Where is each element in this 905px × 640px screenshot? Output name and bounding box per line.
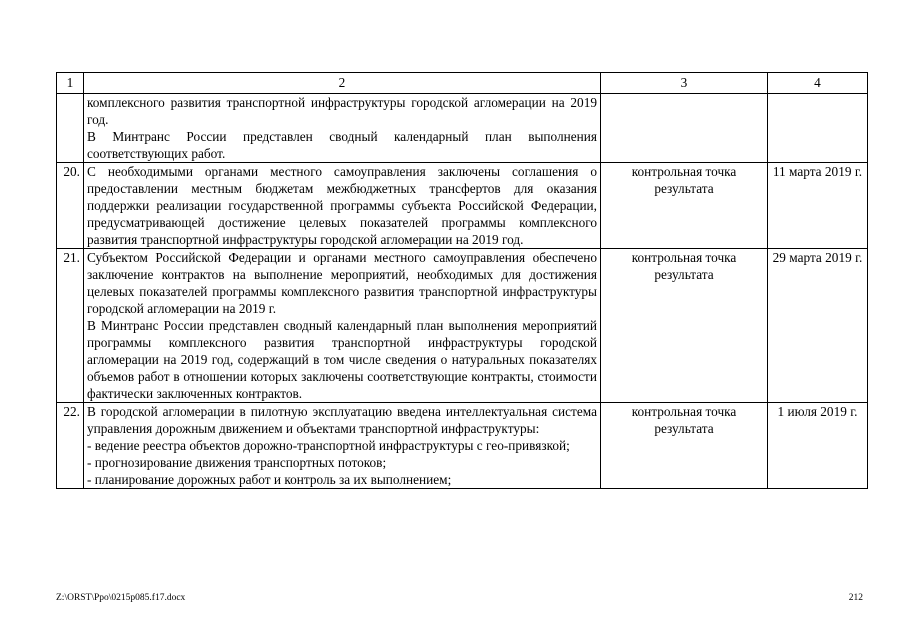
row-date: 29 марта 2019 г. [768, 249, 868, 403]
table-row [57, 403, 868, 489]
table-row [57, 163, 868, 249]
header-col-3: 3 [601, 73, 768, 94]
header-col-4: 4 [768, 73, 868, 94]
row-number: 22. [57, 403, 84, 489]
row-description [84, 403, 601, 489]
plan-table [56, 72, 868, 489]
row-description [84, 249, 601, 403]
row-type [601, 94, 768, 163]
row-paragraph: В Минтранс России представлен сводный календарный план выполнения соответствующих работ. [87, 129, 597, 161]
row-date: 11 марта 2019 г. [768, 163, 868, 249]
row-paragraph: - ведение реестра объектов дорожно-транспортной инфраструктуры с гео-привязкой; [87, 438, 570, 453]
row-paragraph: комплексного развития транспортной инфраструктуры городской агломерации на 2019 год. [87, 95, 597, 127]
page-number: 212 [848, 593, 863, 603]
row-paragraph: Субъектом Российской Федерации и органами местного самоуправления обеспечено заключение контрактов на выполнение мероприятий, необходимых для достижения целевых показателей программы комплексного развития транспортной инфраструктуры городской агломерации на 2019 г. [87, 250, 597, 316]
row-type: контрольная точка результата [601, 403, 768, 489]
table-row [57, 249, 868, 403]
row-date: 1 июля 2019 г. [768, 403, 868, 489]
row-number: 20. [57, 163, 84, 249]
row-number: 21. [57, 249, 84, 403]
row-paragraph: С необходимыми органами местного самоуправления заключены соглашения о предоставлении местным бюджетам межбюджетных трансфертов для оказания поддержки реализации государственной программы субъекта Российской Федерации, предусматривающей достижение целевых показателей программы комплексного развития транспортной инфраструктуры городской агломерации на 2019 год. [87, 164, 597, 247]
row-type: контрольная точка результата [601, 249, 768, 403]
table-row [57, 94, 868, 163]
row-paragraph: В Минтранс России представлен сводный календарный план выполнения мероприятий программы комплексного развития транспортной инфраструктуры городской агломерации на 2019 год, содержащий в том числе сведения о натуральных показателях объемов работ в отношении которых заключены соответствующие контракты, стоимости фактически заключенных контрактов. [87, 318, 597, 401]
file-path: Z:\ORST\Ppo\0215p085.f17.docx [56, 593, 186, 603]
row-paragraph: В городской агломерации в пилотную эксплуатацию введена интеллектуальная система управления дорожным движением и объектами транспортной инфраструктуры: [87, 404, 597, 436]
row-description [84, 94, 601, 163]
row-paragraph: - прогнозирование движения транспортных потоков; [87, 455, 387, 470]
row-paragraph: - планирование дорожных работ и контроль за их выполнением; [87, 472, 452, 487]
header-col-1: 1 [57, 73, 84, 94]
table-header-row [57, 73, 868, 94]
row-date [768, 94, 868, 163]
row-type: контрольная точка результата [601, 163, 768, 249]
row-description [84, 163, 601, 249]
row-number [57, 94, 84, 163]
header-col-2: 2 [84, 73, 601, 94]
